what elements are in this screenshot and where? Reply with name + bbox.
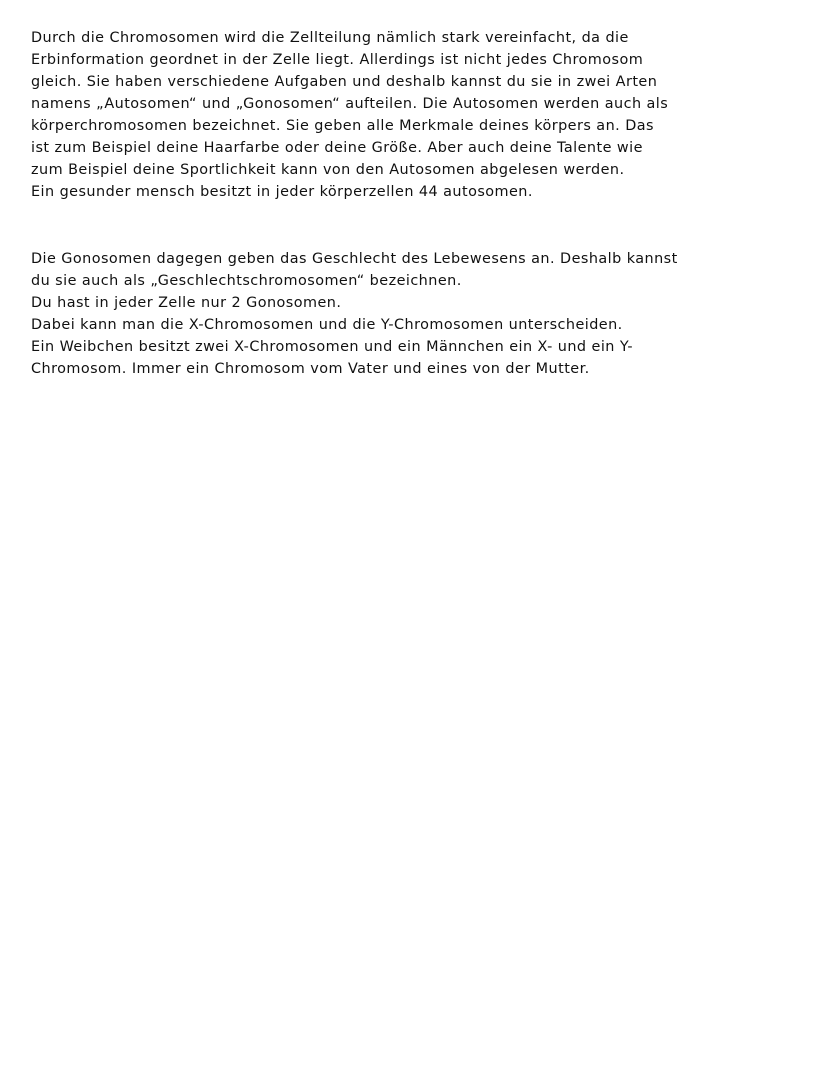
text-line: namens „Autosomen“ und „Gonosomen“ aufteilen. Die Autosomen werden auch als bbox=[31, 96, 669, 112]
text-line: Ein Weibchen besitzt zwei X-Chromosomen und ein Männchen ein X- und ein Y- bbox=[31, 339, 634, 355]
text-line: gleich. Sie haben verschiedene Aufgaben und deshalb kannst du sie in zwei Arten bbox=[31, 74, 658, 90]
paragraph-autosomen bbox=[31, 27, 801, 203]
text-line: du sie auch als „Geschlechtschromosomen“ bezeichnen. bbox=[31, 273, 462, 289]
text-line: Du hast in jeder Zelle nur 2 Gonosomen. bbox=[31, 295, 342, 311]
text-line: Erbinformation geordnet in der Zelle liegt. Allerdings ist nicht jedes Chromosom bbox=[31, 52, 644, 68]
text-line: Dabei kann man die X-Chromosomen und die Y-Chromosomen unterscheiden. bbox=[31, 317, 623, 333]
text-line: körperchromosomen bezeichnet. Sie geben alle Merkmale deines körpers an. Das bbox=[31, 118, 654, 134]
text-line: Durch die Chromosomen wird die Zellteilung nämlich stark vereinfacht, da die bbox=[31, 30, 629, 46]
text-line: zum Beispiel deine Sportlichkeit kann von den Autosomen abgelesen werden. bbox=[31, 162, 625, 178]
text-line: ist zum Beispiel deine Haarfarbe oder deine Größe. Aber auch deine Talente wie bbox=[31, 140, 643, 156]
paragraph-gonosomen bbox=[31, 248, 801, 380]
text-line: Ein gesunder mensch besitzt in jeder körperzellen 44 autosomen. bbox=[31, 184, 533, 200]
text-line: Die Gonosomen dagegen geben das Geschlecht des Lebewesens an. Deshalb kannst bbox=[31, 251, 678, 267]
text-line: Chromosom. Immer ein Chromosom vom Vater und eines von der Mutter. bbox=[31, 361, 590, 377]
